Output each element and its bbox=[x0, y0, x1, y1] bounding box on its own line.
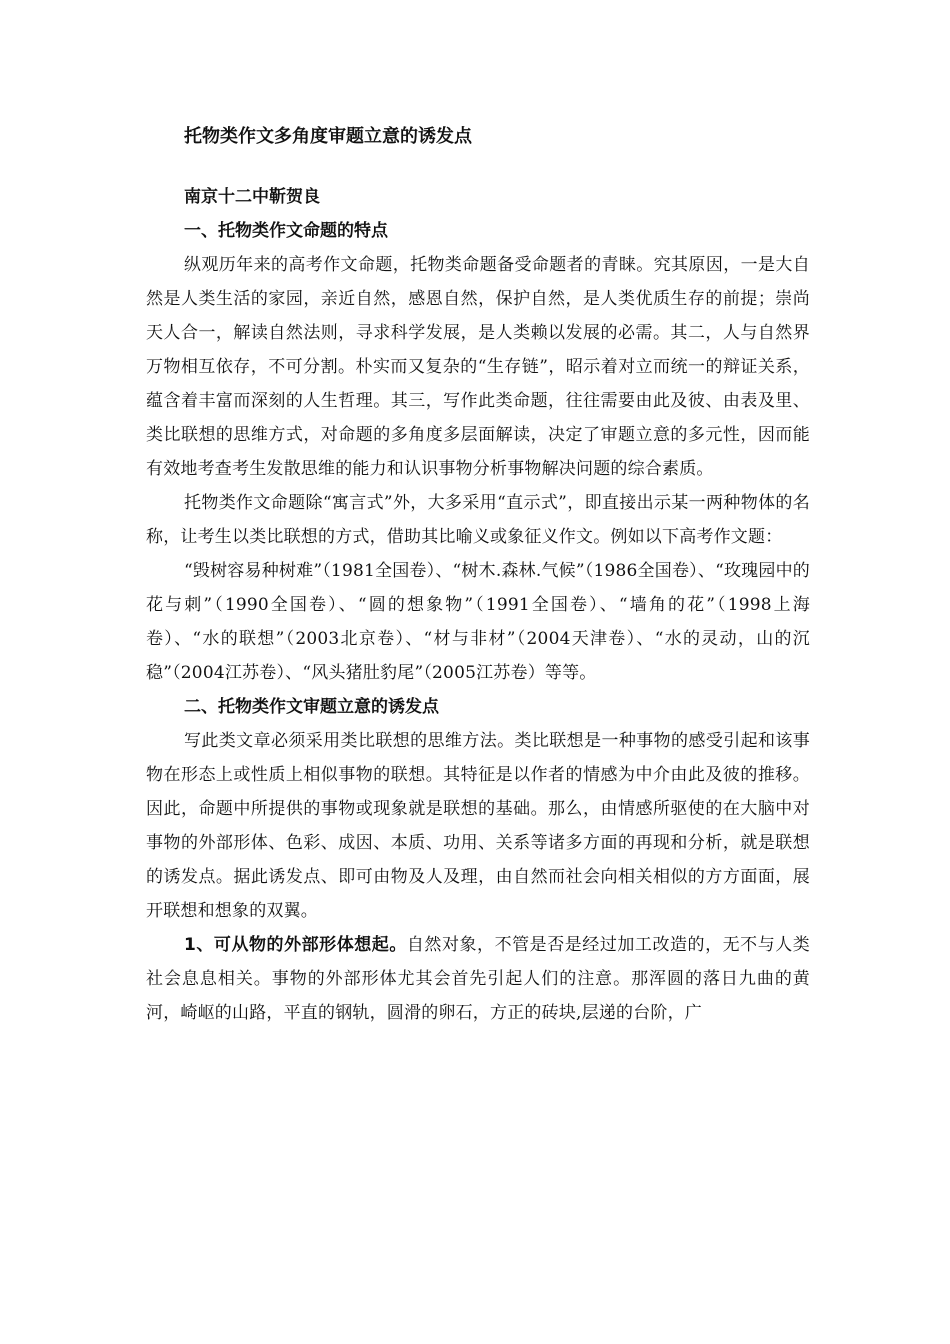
paragraph: 写此类文章必须采用类比联想的思维方法。类比联想是一种事物的感受引起和该事物在形态上或性质上相似事物的联想。其特征是以作者的情感为中介由此及彼的推移。因此，命题中所提供的事物或现象就是联想的基础。那么，由情感所驱使的在大脑中对事物的外部形体、色彩、成因、本质、功用、关系等诸多方面的再现和分析，就是联想的诱发点。据此诱发点、即可由物及人及理，由自然而社会向相关相似的方方面面，展开联想和想象的双翼。 bbox=[146, 731, 810, 921]
document-content bbox=[146, 120, 810, 1030]
section-heading-2: 二、托物类作文审题立意的诱发点 bbox=[184, 697, 439, 717]
paragraph: 纵观历年来的高考作文命题，托物类命题备受命题者的青睐。究其原因，一是大自然是人类生活的家园，亲近自然，感恩自然，保护自然，是人类优质生存的前提；崇尚天人合一，解读自然法则，寻求科学发展，是人类赖以发展的必需。其二，人与自然界万物相互依存，不可分割。朴实而又复杂的“生存链”，昭示着对立而统一的辩证关系，蕴含着丰富而深刻的人生哲理。其三，写作此类命题，往往需要由此及彼、由表及里、类比联想的思维方式，对命题的多角度多层面解读，决定了审题立意的多元性，因而能有效地考查考生发散思维的能力和认识事物分析事物解决问题的综合素质。 bbox=[146, 255, 810, 479]
point-lead: 1、可从物的外部形体想起。 bbox=[184, 935, 407, 955]
paragraph: 托物类作文命题除“寓言式”外，大多采用“直示式”，即直接出示某一两种物体的名称，让考生以类比联想的方式，借助其比喻义或象征义作文。例如以下高考作文题： bbox=[146, 493, 810, 547]
section-heading-1: 一、托物类作文命题的特点 bbox=[184, 221, 388, 241]
document-title: 托物类作文多角度审题立意的诱发点 bbox=[184, 126, 472, 147]
point-text: 自然对象，不管是否是经过加工改造的，无不与人类社会息息相关。事物的外部形体尤其会首先引起人们的注意。那浑圆的落日九曲的黄河，崎岖的山路，平直的钢轨，圆滑的卵石，方正的砖块,层递的台阶，广 bbox=[146, 935, 810, 1023]
author-line: 南京十二中靳贺良 bbox=[184, 187, 320, 207]
paragraph-point-1 bbox=[146, 928, 810, 1030]
paragraph: “毁树容易种树难”（1981全国卷）、“树木.森林.气候”（1986全国卷）、“玫瑰园中的花与刺”（1990全国卷）、“圆的想象物”（1991全国卷）、“墙角的花”（1998上海卷）、“水的联想”（2003北京卷）、“材与非材”（2004天津卷）、“水的灵动，山的沉稳”（2004江苏卷）、“风头猪肚豹尾”（2005江苏卷）等等。 bbox=[146, 561, 810, 683]
